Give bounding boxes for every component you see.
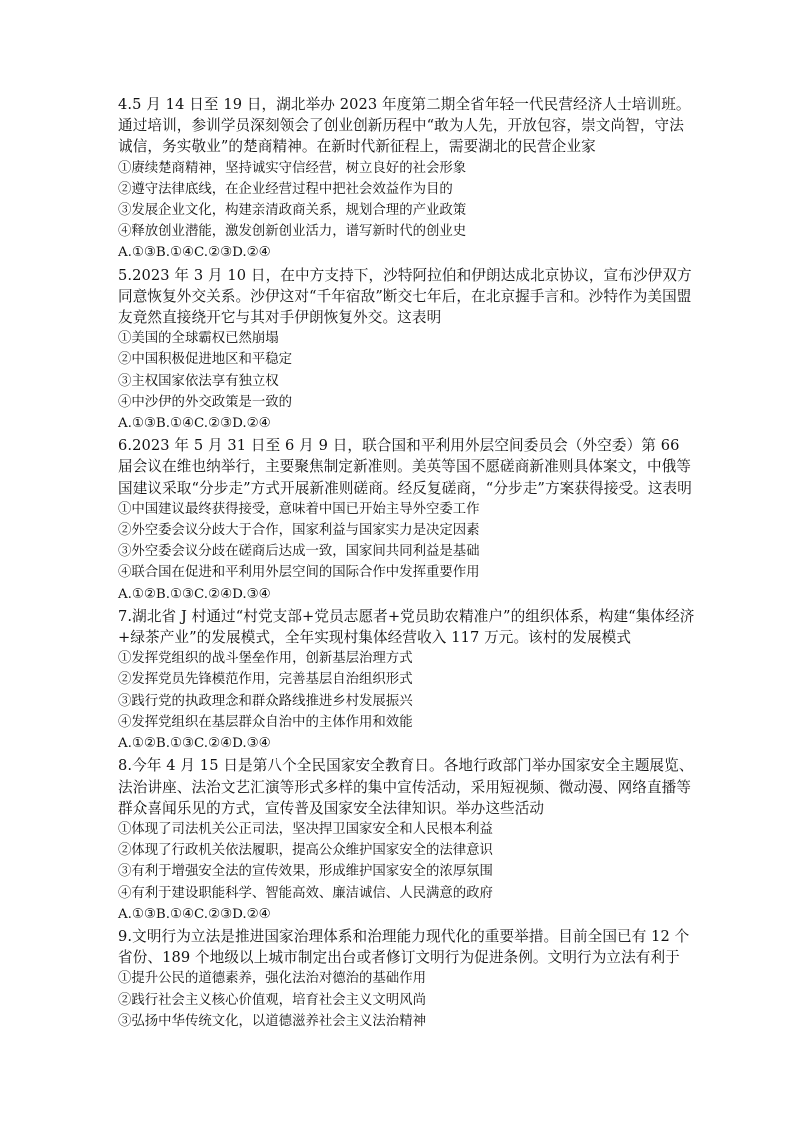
option-1: ①体现了司法机关公正司法，坚决捍卫国家安全和人民根本利益 [118,821,493,837]
option-1: ①中国建议最终获得接受，意味着中国已开始主导外空委工作 [118,501,480,517]
question-stem: 5.2023 年 3 月 10 日，在中方支持下，沙特阿拉伯和伊朗达成北京协议，宣布沙伊双方同意恢复外交关系。沙伊这对“千年宿敌”断交七年后，在北京握手言和。沙特作为美国盟友竟然直接绕开它与其对手伊朗恢复外交。这表明 [118,266,692,327]
option-4: ④联合国在促进和平利用外层空间的国际合作中发挥重要作用 [118,565,480,581]
option-2: ②发挥党员先锋模范作用，完善基层自治组织形式 [118,672,413,688]
option-2: ②体现了行政机关依法履职，提高公众维护国家安全的法律意识 [118,843,493,859]
answer-choices: A.①③B.①④C.②③D.②④ [118,906,271,922]
option-3: ③践行党的执政理念和群众路线推进乡村发展振兴 [118,693,413,709]
question-stem: 7.湖北省 J 村通过“村党支部+党员志愿者+党员助农精准户”的组织体系，构建“集体经济+绿茶产业”的发展模式，全年实现村集体经营收入 117 万元。该村的发展模式 [118,607,695,647]
question-8 [118,755,698,925]
option-4: ④释放创业潜能，激发创新创业活力，谱写新时代的创业史 [118,224,467,240]
option-2: ②外空委会议分歧大于合作，国家利益与国家实力是决定因素 [118,523,480,539]
question-stem: 9.文明行为立法是推进国家治理体系和治理能力现代化的重要举措。目前全国已有 12 个省份、189 个地级以上城市制定出台或者修订文明行为促进条例。文明行为立法有利于 [118,927,690,967]
option-3: ③弘扬中华传统文化，以道德滋养社会主义法治精神 [118,1013,426,1029]
option-3: ③发展企业文化，构建亲清政商关系，规划合理的产业政策 [118,203,467,219]
question-9 [118,926,698,1032]
option-2: ②践行社会主义核心价值观，培育社会主义文明风尚 [118,992,426,1008]
answer-choices: A.①②B.①③C.②④D.③④ [118,586,271,602]
answer-choices: A.①②B.①③C.②④D.③④ [118,736,271,752]
question-5 [118,265,698,435]
option-1: ①美国的全球霸权已然崩塌 [118,331,279,347]
question-6 [118,435,698,605]
question-stem: 6.2023 年 5 月 31 日至 6 月 9 日，联合国和平利用外层空间委员会（外空委）第 66 届会议在维也纳举行，主要聚焦制定新准则。美英等国不愿磋商新准则具体案文，中俄等国建议采取“分步走”方式开展新准则磋商。经反复磋商，“分步走”方案获得接受。这表明 [118,437,692,497]
question-stem: 4.5 月 14 日至 19 日，湖北举办 2023 年度第二期全省年轻一代民营经济人士培训班。通过培训，参训学员深刻领会了创业创新历程中“敢为人先，开放包容，崇文尚智，守法诚信，务实敬业”的楚商精神。在新时代新征程上，需要湖北的民营企业家 [118,96,691,156]
option-3: ③外空委会议分歧在磋商后达成一致，国家间共同利益是基础 [118,544,480,560]
option-3: ③有利于增强安全法的宣传效果，形成维护国家安全的浓厚氛围 [118,864,493,880]
option-4: ④有利于建设职能科学、智能高效、廉洁诚信、人民满意的政府 [118,885,493,901]
answer-choices: A.①③B.①④C.②③D.②④ [118,245,271,261]
option-3: ③主权国家依法享有独立权 [118,373,279,389]
option-1: ①赓续楚商精神，坚持诚实守信经营，树立良好的社会形象 [118,160,467,176]
option-2: ②遵守法律底线，在企业经营过程中把社会效益作为目的 [118,181,453,197]
option-1: ①发挥党组织的战斗堡垒作用，创新基层治理方式 [118,651,413,667]
question-4 [118,94,698,264]
option-2: ②中国积极促进地区和平稳定 [118,352,293,368]
question-stem: 8.今年 4 月 15 日是第八个全民国家安全教育日。各地行政部门举办国家安全主题展览、法治讲座、法治文艺汇演等形式多样的集中宣传活动，采用短视频、微动漫、网络直播等群众喜闻乐见的方式，宣传普及国家安全法律知识。举办这些活动 [118,757,694,817]
option-4: ④发挥党组织在基层群众自治中的主体作用和效能 [118,714,413,730]
option-1: ①提升公民的道德素养，强化法治对德治的基础作用 [118,971,426,987]
question-7 [118,606,698,754]
answer-choices: A.①③B.①④C.②③D.②④ [118,416,271,432]
option-4: ④中沙伊的外交政策是一致的 [118,394,293,410]
